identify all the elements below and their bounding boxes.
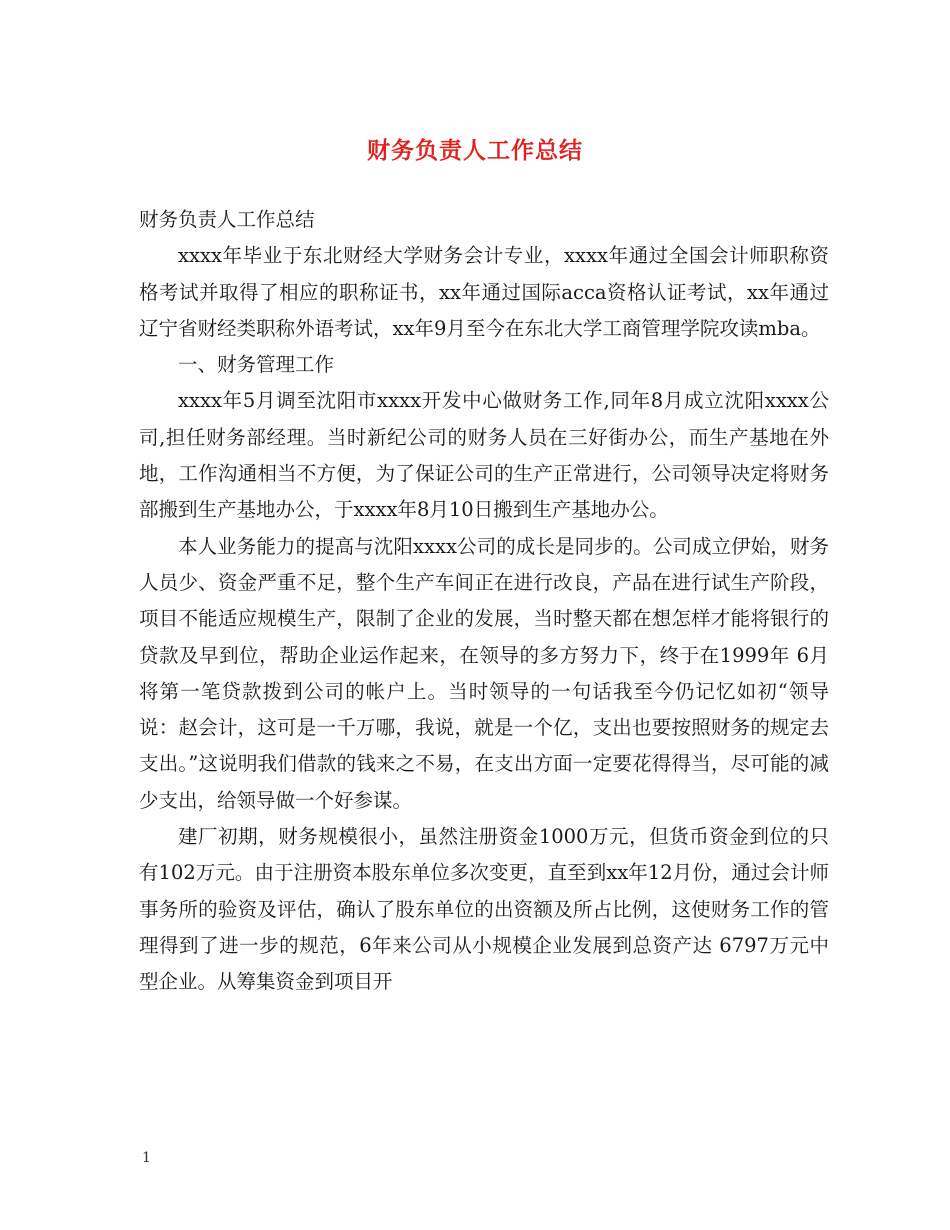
body-heading: 财务负责人工作总结 (139, 208, 315, 231)
document-body (139, 202, 829, 1001)
paragraph-early-stage: 建厂初期，财务规模很小，虽然注册资金1000万元，但货币资金到位的只有102万元。由于注册资本股东单位多次变更，直至到xx年12月份，通过会计师事务所的验资及评估，确认了股东单位的出资额及所占比例，这使财务工作的管理得到了进一步的规范，6年来公司从小规模企业发展到总资产达 6797万元中型企业。从筹集资金到项目开 (139, 825, 829, 994)
paragraph-transfer: xxxx年5月调至沈阳市xxxx开发中心做财务工作,同年8月成立沈阳xxxx公司,担任财务部经理。当时新纪公司的财务人员在三好街办公，而生产基地在外地，工作沟通相当不方便，为了保证公司的生产正常进行，公司领导决定将财务部搬到生产基地办公，于xxxx年8月10日搬到生产基地办公。 (139, 389, 829, 522)
document-title: 财务负责人工作总结 (367, 137, 583, 164)
paragraph-education: xxxx年毕业于东北财经大学财务会计专业，xxxx年通过全国会计师职称资格考试并取得了相应的职称证书，xx年通过国际acca资格认证考试，xx年通过辽宁省财经类职称外语考试，xx年9月至今在东北大学工商管理学院攻读mba。 (139, 244, 829, 340)
section-heading-finance-management: 一、财务管理工作 (178, 353, 335, 377)
page-number: 1 (142, 1150, 151, 1166)
paragraph-growth: 本人业务能力的提高与沈阳xxxx公司的成长是同步的。公司成立伊始，财务人员少、资金严重不足，整个生产车间正在进行改良，产品在进行试生产阶段，项目不能适应规模生产，限制了企业的发展，当时整天都在想怎样才能将银行的贷款及早到位，帮助企业运作起来，在领导的多方努力下，终于在1999年 6月将第一笔贷款拨到公司的帐户上。当时领导的一句话我至今仍记忆如初“领导说：赵会计，这可是一千万哪，我说，就是一个亿，支出也要按照财务的规定去支出。”这说明我们借款的钱来之不易，在支出方面一定要花得得当，尽可能的减少支出，给领导做一个好参谋。 (139, 534, 829, 812)
